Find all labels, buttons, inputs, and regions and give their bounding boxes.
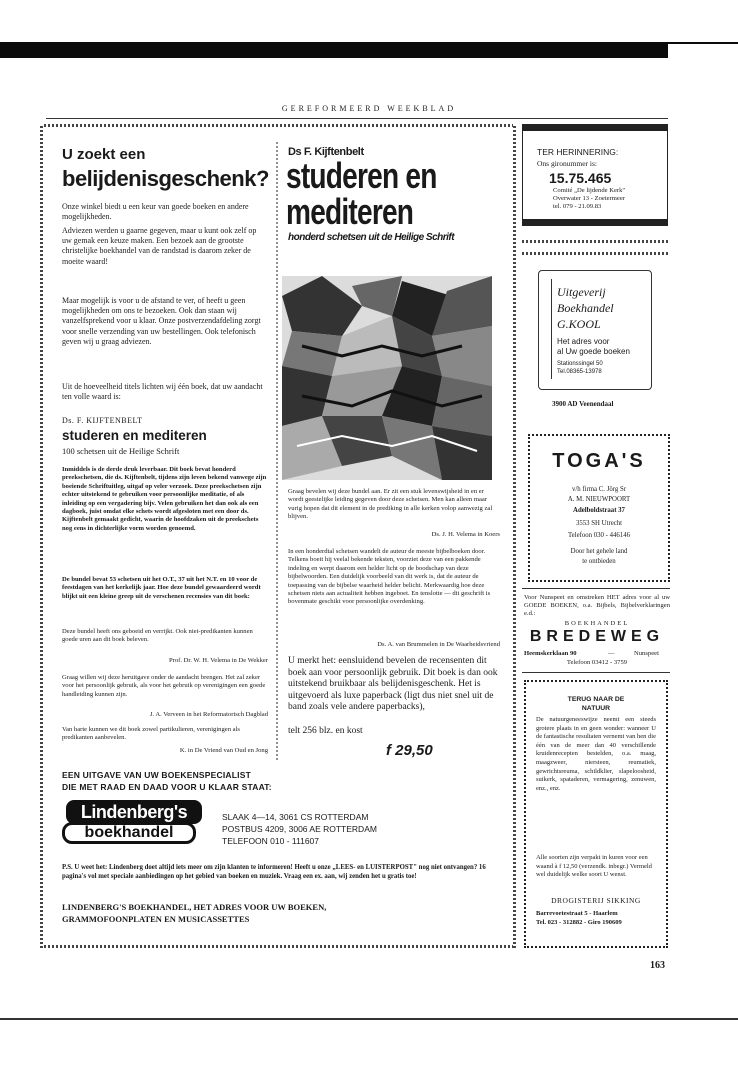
slogan-line2: GRAMMOFOONPLATEN EN MUSICASSETTES <box>62 914 250 924</box>
kool-line2: Boekhandel <box>557 301 614 315</box>
giro-line3: tel. 079 - 21.09.83 <box>553 203 602 210</box>
togas-line1: v/h firma C. Jörg Sr <box>571 486 627 493</box>
bottom-edge-line <box>0 1018 738 1020</box>
giro-heading: TER HERINNERING: <box>537 147 619 157</box>
ad-natuur-box <box>524 680 668 948</box>
top-black-bar <box>0 42 738 58</box>
frame-right <box>513 124 516 948</box>
book-author: Ds. F. KIJFTENBELT <box>62 416 143 425</box>
postscript: P.S. U weet het: Lindenberg doet altijd iets meer om zijn klanten te informeren! Heeft u onze „LEES- en LUISTERPOST" nog niet ontvangen? 16 pagina's vol met speciale aanbiedingen op het gebied van boeken en muziek. Vraag een ex. aan, wij zenden het u gratis toe! <box>62 864 486 880</box>
togas-line3: Adelboldstraat 37 <box>573 507 625 514</box>
natuur-shop: DROGISTERIJ SIKKING <box>551 896 641 905</box>
review-2-source: J. A. Verveen in het Reformatorisch Dagblad <box>149 711 268 718</box>
natuur-title-2: NATUUR <box>581 705 611 712</box>
top-bar-gap <box>668 44 738 58</box>
headline-line1: U zoekt een <box>62 146 146 163</box>
frame-bottom <box>40 945 516 948</box>
togas-line6: Door het gehele land <box>570 548 628 555</box>
togas-line7: te ontbieden <box>582 558 616 565</box>
togas-line4: 3553 SH Utrecht <box>575 520 623 527</box>
bredeweg-rule-top <box>522 588 670 589</box>
togas-title: TOGA'S <box>552 450 646 472</box>
divider-wave-2 <box>522 252 668 255</box>
logo-text-2: boekhandel <box>62 822 196 844</box>
advice-paragraph: Adviezen werden u gaarne gegeven, maar u kunt ook zelf op uw gemak een keuze maken. Een bezoek aan de grootste christelijke boekhandel van de randstad is daarom zeker de moeite waard! <box>62 226 257 266</box>
natuur-body: De natuurgeneeswijze neemt een steeds grotere plaats in en geen wonder: wanneer U de fantastische resultaten vernemt van hen die één van de meer dan 40 verschillende kruidenrecepten bestelden, o.a. maag, maagzweer, niersteen, reumatiek, gewrichtsreuma, schildklier, slapeloosheid, suikerk, spataderen, vermagering, zenuwen, enz., enz. <box>536 716 656 792</box>
review-4: Graag bevelen wij deze bundel aan. Er zit een stuk levenswijsheid in en er wordt geestelijke leiding gegeven door deze schetsen. Men kan alleen maar vurig hopen dat dit element in de prediking in alle kerken volop aanwezig zal blijven. <box>288 488 493 521</box>
kool-line4: Het adres voor <box>557 337 610 346</box>
page-count: telt 256 blz. en kost <box>288 726 363 736</box>
book-subtitle: 100 schetsen uit de Heilige Schrift <box>62 446 180 456</box>
cover-title-1: studeren en <box>286 155 437 196</box>
giro-subheading: Ons gironummer is: <box>537 159 597 168</box>
address-line3: TELEFOON 010 - 111607 <box>222 836 320 846</box>
kool-line3: G.KOOL <box>557 317 601 331</box>
review-1-source: Prof. Dr. W. H. Velema in De Wekker <box>168 657 268 664</box>
natuur-body-2: Alle soorten zijn verpakt in kuren voor een waand à f 12,50 (verzendk. inbegr.) Vermeld wel duidelijk welke soort U wenst. <box>536 854 652 879</box>
bundle-description: De bundel bevat 53 schetsen uit het O.T., 37 uit het N.T. en 10 voor de feestdagen van het kerkelijk jaar. Hoe deze bundel gewaardeerd wordt blijkt uit een kleine greep uit de verschenen recensies van dit boek: <box>62 576 261 600</box>
review-3-source: K. in De Vriend van Oud en Jong <box>179 747 268 754</box>
address-line2: POSTBUS 4209, 3006 AE ROTTERDAM <box>222 824 377 834</box>
natuur-tel: Tel. 023 - 312882 - Giro 190609 <box>536 919 622 926</box>
frame-top <box>40 124 516 127</box>
lindenberg-logo <box>62 800 206 846</box>
giro-line2: Overwater 13 - Zoetermeer <box>553 195 625 202</box>
book-title: studeren en mediteren <box>62 428 207 443</box>
address-line1: SLAAK 4—14, 3061 CS ROTTERDAM <box>222 812 369 822</box>
review-1: Deze bundel heeft ons geboeid en verrijkt. Ook niet-predikanten kunnen goede uren aan dit boek beleven. <box>62 628 253 644</box>
publisher-line2: DIE MET RAAD EN DAAD VOOR U KLAAR STAAT: <box>62 782 272 792</box>
kool-line7: Tel.08365-13978 <box>557 369 602 375</box>
selection-paragraph: Uit de hoeveelheid titels lichten wij één boek, dat uw aandacht ten volle waard is: <box>62 382 263 402</box>
frame-left <box>40 124 43 948</box>
header-rule <box>46 118 668 119</box>
ad-kool-box <box>538 270 652 390</box>
togas-line2: A. M. NIEUWPOORT <box>567 496 631 503</box>
review-5-source: Ds. A. van Brummelen in De Waarheidsvriend <box>377 641 500 648</box>
bredeweg-dash: — <box>608 650 615 657</box>
cover-author: Ds F. Kijftenbelt <box>288 146 364 158</box>
kool-line1: Uitgeverij <box>557 285 606 299</box>
headline-line2: belijdenisgeschenk? <box>62 166 269 191</box>
natuur-addr: Barrevoetestraat 5 - Haarlem <box>536 910 618 917</box>
publisher-line1: EEN UITGAVE VAN UW BOEKENSPECIALIST <box>62 770 251 780</box>
natuur-title-1: TERUG NAAR DE <box>567 696 625 703</box>
review-3: Van harte kunnen we dit boek zowel partikulieren, verenigingen als predikanten aanbevelen. <box>62 726 240 742</box>
intro-paragraph: Onze winkel biedt u een keur van goede boeken en andere mogelijkheden. <box>62 202 249 222</box>
divider-wave-1 <box>522 240 668 243</box>
kool-footer: 3900 AD Veenendaal <box>552 400 614 408</box>
ad-giro-box <box>522 124 668 226</box>
distance-paragraph: Maar mogelijk is voor u de afstand te ver, of heeft u geen mogelijkheden om ons te bezoeken. Ook dan staan wij vanzelfsprekend voor u klaar. Onze postverzendafdeling zorgt voor snelle verzending van uw bestellingen. Ook telefonisch geven wij u graag adviezen. <box>62 296 261 346</box>
review-2: Graag willen wij deze heruitgave onder de aandacht brengen. Het zal zeker voor het persoonlijk gebruik, als voor het gebruik op verenigingen een goede handleiding kunnen zijn. <box>62 674 266 698</box>
conclusion-paragraph: U merkt het: eensluidend bevelen de recensenten dit boek aan voor persoonlijk gebruik. Dit boek is dan ook uitstekend bruikbaar als belijdenisgeschenk. Het is uitgevoerd als luxe paperback (ligt dus niet snel uit de band zoals vele andere paperbacks), <box>288 656 498 713</box>
kool-line6: Stationssingel 50 <box>557 361 603 367</box>
page-number: 163 <box>650 960 665 971</box>
bredeweg-name: BREDEWEG <box>529 628 665 645</box>
cover-subtitle: honderd schetsen uit de Heilige Schrift <box>288 232 455 243</box>
togas-line5: Telefoon 030 - 446146 <box>567 532 630 539</box>
giro-line1: Comité „De lijdende Kerk" <box>553 187 626 194</box>
bredeweg-sub: BOEKHANDEL <box>564 620 630 627</box>
bredeweg-rule-bottom <box>522 672 670 673</box>
bredeweg-tel: Telefoon 03412 - 3759 <box>566 659 628 666</box>
review-4-source: Ds. J. H. Velema in Koers <box>431 531 500 538</box>
column-divider <box>276 140 278 760</box>
cover-illustration <box>282 276 492 480</box>
giro-number: 15.75.465 <box>549 170 612 186</box>
slogan-line1: LINDENBERG'S BOEKHANDEL, HET ADRES VOOR UW BOEKEN, <box>62 902 327 912</box>
logo-text-1: Lindenberg's <box>66 800 202 824</box>
bredeweg-addr: Heemskerklaan 90 <box>524 650 577 657</box>
review-5: In een honderdtal schetsen wandelt de auteur de meeste bijbelboeken door. Telkens boeit hij veelal bekende teksten, voorziet deze van een pakkende indeling en werpt daarom een helder licht op de boodschap van deze bijbelwoorden. Een duidelijk voorbeeld van dit werk is, dat de auteur de toepassing van de bijbelse waarheid helder belicht. Merkwaardig hoe deze schetsen niets aan actualiteit hebben ingeboet. En tenslotte — dit geschrift is bovenmate geschikt voor persoonlijke overdenking. <box>288 548 491 606</box>
bredeweg-city: Nunspeet <box>634 650 659 657</box>
bredeweg-text: Voor Nunspeet en omstreken HET adres voor al uw GOEDE BOEKEN, o.a. Bijbels, Bijbelverklaringen e.d.: <box>524 594 670 618</box>
book-description: Inmiddels is de derde druk leverbaar. Dit boek bevat honderd preekschetsen, die ds. Kijftenbelt, tijdens zijn leven bekend vanwege zijn boeiende Schriftuitleg, uitgaf op veler verzoek. Deze preekschetsen zijn echter uitstekend te gebruiken voor persoonlijke meditatie, of als inleiding op een vergadering bijv. Velen gebruiken het dan ook als een dagboek, juist omdat elke schets wordt afgesloten met een door ds. Kijftenbelt gemaakt gedicht, waarin de hoofdzaken uit de preekschets nog eens in dichterlijke vorm worden genoemd. <box>62 466 267 532</box>
ad-togas-box <box>528 434 670 582</box>
page-header: GEREFORMEERD WEEKBLAD <box>281 104 457 113</box>
price: f 29,50 <box>386 742 433 759</box>
cover-title-2: mediteren <box>286 191 414 232</box>
kool-line5: al Uw goede boeken <box>557 347 630 356</box>
